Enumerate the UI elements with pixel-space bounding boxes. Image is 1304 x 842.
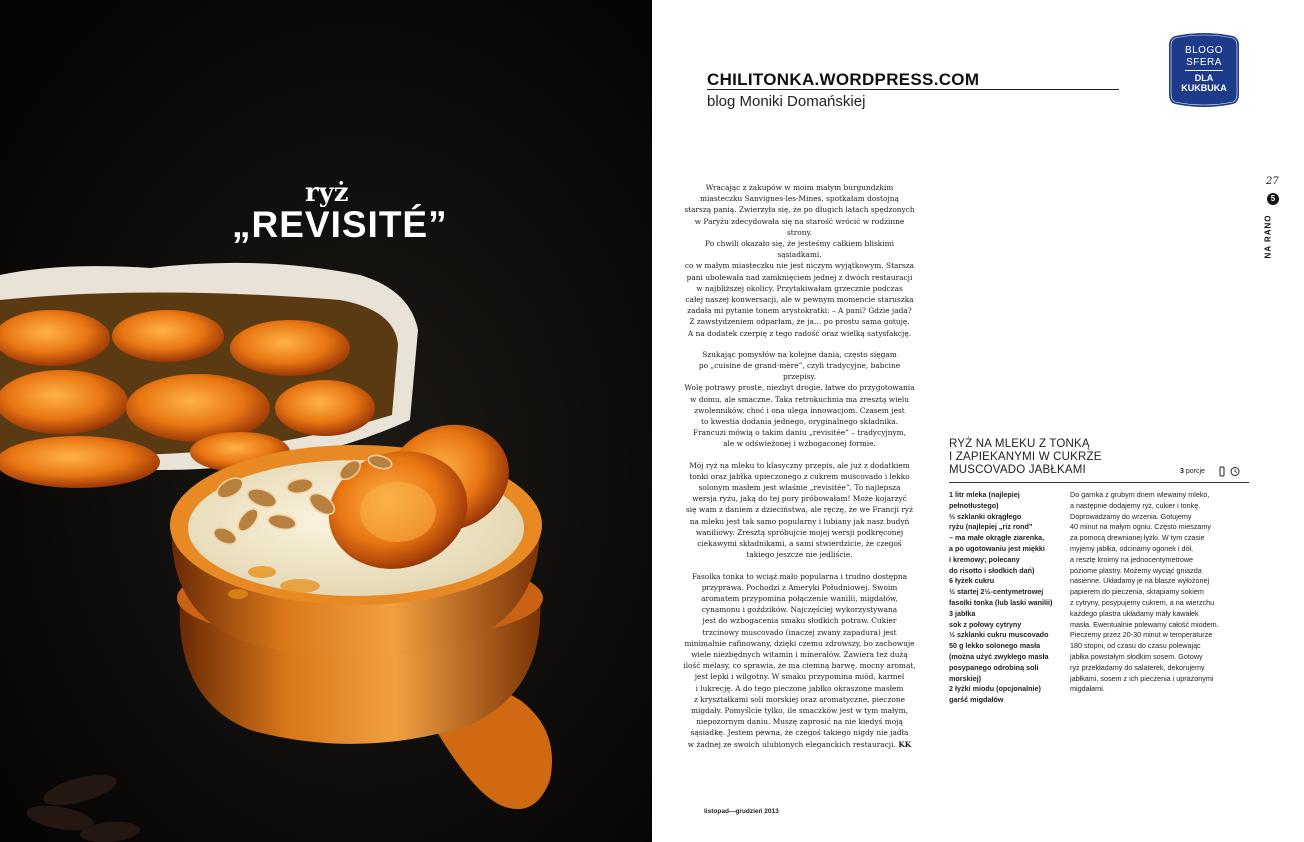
article-line: niepozornym daniu. Muszę zaprosić na nie kiedyś moją [696,717,903,727]
article-line: zwolenników, choć i ona ulega innowacjom. Czasem jest [694,405,905,415]
text-page [652,0,1304,842]
article-line: wiele niezbędnych witamin i minerałów. Zawiera też dużą [691,649,908,659]
article-line: się wam z daniem z dzieciństwa, ale ręczę, że we Francji ryż [685,505,913,515]
method-line: 40 minut na małym ogniu. Często mieszamy [1070,522,1212,532]
ingredient-line: sok z połowy cytryny [949,619,1022,629]
ingredient-line: ½ szklanki cukru muscovado [949,630,1049,640]
article-paragraph-1 [682,182,917,339]
method-line: a następnie dodajemy ryż, cukier i tonkę. [1070,500,1201,510]
article-paragraph-2 [682,349,917,450]
ingredient-line: i kremowy; polecany [949,554,1020,564]
recipe-rule [949,482,1249,483]
method-line: za pomocą drewnianej łyżki. W tym czasie [1070,533,1205,543]
ingredients-list [949,490,1059,706]
article-line: jest do wzbogacenia smaku słodkich potraw. Cukier [702,616,897,626]
article-line: sąsiadkę. Jestem pewna, że czegoś takiego nigdy nie jadła [690,728,909,738]
method-line: ryż przekładamy do salaterek, dekorujemy [1070,662,1205,672]
method-line: każdego plastra układamy mały kawałek [1070,608,1199,618]
method-line: z cytryny, posypujemy cukrem, a na wierzchu [1070,597,1215,607]
article-line: na mleku jest tak samo popularny i lubiany jak nasz budyń [689,516,910,526]
badge-line-3: DLA [1194,73,1214,83]
article-line: Wracając z zakupów w moim małym burgundzkim [705,183,894,192]
article-line: Francuzi mówią o takim daniu „revisitée” – tradycyjnym, [692,428,906,438]
bottle-icon [1217,466,1227,477]
article-line: waniliowy. Zresztą spróbujcie mojej wersji podkręconej [695,527,904,537]
portions [1180,468,1205,475]
article-line: Po chwili okazało się, że jesteśmy całkiem bliskimi sąsiadkami, [705,239,894,260]
method-line: Doprowadzamy do wrzenia. Gotujemy [1070,511,1192,521]
header-rule [707,89,1119,90]
clock-icon [1230,466,1240,477]
method-text [1070,490,1255,695]
article-paragraph-4 [682,571,917,750]
section-label-text: NA RANO [1263,214,1273,259]
article-line: Z zawstydzeniem odparłam, że ja… po prostu sama gotuję. [689,317,910,327]
ingredient-line: 50 g lekko solonego masła [949,641,1041,651]
article-line: A na dodatek czerpię z tego radość oraz wielką satysfakcję. [687,328,912,338]
article-line: solonym masłem jest właśnie „revisitée”. To najlepsza [698,483,901,493]
method-line: papierem do pieczenia, skrapiamy sokiem [1070,587,1204,597]
method-line: poziome plastry. Możemy wyciąć gniazda [1070,565,1202,575]
article-line: w najbliższej okolicy. Przytakiwałam grzecznie podczas [696,283,903,293]
method-line: nasienne. Układamy je na blasze wyłożonej [1070,576,1210,586]
article-line: minimalnie rafinowany, dzięki czemu zdrowszy, bo zachowuje [684,638,915,648]
article-line: w żadnej ze swoich ulubionych eleganckich restauracji. [687,739,896,749]
method-line: Pieczemy przez 20-30 minut w temperaturze [1070,630,1213,640]
ingredient-line: fasolki tonka (lub laski wanilii) [949,597,1053,607]
ingredient-line: 3 jabłka [949,608,976,618]
blog-url: CHILITONKA.WORDPRESS.COM [707,70,980,89]
method-line: masła. Ewentualnie polewamy całość miodem. [1070,619,1219,629]
article-line: trzcinowy muscovado (inaczej zwany zapadura) jest [702,627,897,637]
method-line: jabłka powstałym słodkim sosem. Gotowy [1070,651,1203,661]
article-line: z kryształkami soli morskiej oraz aromatyczne, pieczone [694,694,905,704]
ingredient-line: ⅔ szklanki okrągłego [949,511,1022,521]
method-line: 180 stopni, od czasu do czasu polewając [1070,641,1201,651]
article-line: tonki oraz jabłka upieczonego z cukrem muscovado i lekko [689,471,910,481]
article-line: takiego jeszcze nie jedliście. [746,550,853,560]
section-label [1258,214,1288,259]
portions-number: 3 [1180,468,1184,475]
badge-line-1: BLOGO [1184,45,1224,56]
article-line: pani ubolewała nad zamknięciem jednej z dwóch restauracji [686,272,913,282]
method-line: myjemy jabłka, odcinamy ogonek i dół, [1070,543,1194,553]
title-big: „REVISITÉ” [232,204,448,245]
title-small: ryż [305,178,349,208]
article-line: ilość melasy, co sprawia, że ma ciemną barwę, mocny aromat, [683,661,916,671]
method-line: migdałami. [1070,684,1105,694]
article-line: cynamonu i goździków. Najczęściej wykorzystywana [701,605,898,615]
ingredient-line: morskiej) [949,673,981,683]
ingredient-line: a po ugotowaniu jest miękki [949,543,1045,553]
article-line: w domu, ale smaczne. Taka retrokuchnia ma zresztą wielu [690,394,909,404]
ingredient-line: garść migdałów [949,695,1004,705]
ingredient-line: ½ startej 2½-centymetrowej [949,587,1044,597]
article-line: wersja ryżu, jaką do tej pory próbowałam! Może kojarzyć [692,494,907,504]
article-line: Wolę potrawy proste, niezbyt drogie, łatwe do przygotowania [684,383,915,393]
ingredient-line: 2 łyżki miodu (opcjonalnie) [949,684,1041,694]
article-line: aromatem przypomina połączenie wanilii, migdałów, [701,593,898,603]
method-line: a resztę kroimy na jednocentymetrowe [1070,554,1194,564]
recipe-title-line: RYŻ NA MLEKU Z TONKĄ [949,438,1090,450]
article-paragraph-3 [682,460,917,561]
article-line: po „cuisine de grand-mère”, czyli tradycyjne, babcine przepisy. [698,361,901,382]
article-line: jest lepki i wilgotny. W smaku przypomina miód, karmel [694,672,905,682]
portions-label: porcje [1185,468,1205,475]
recipe-title-line: I ZAPIEKANYMI W CUKRZE [949,451,1102,463]
ingredient-line: ryżu (najlepiej „riz rond” [949,522,1033,532]
article-line: miasteczku Sanvignes-les-Mines, spotkałam dostojną [700,194,899,204]
article-line: ciekawymi składnikami, a sami stwierdzicie, że czegoś [697,539,902,549]
issue-footer: listopad—grudzień 2013 [704,808,779,815]
ingredient-line: (można użyć zwykłego masła [949,651,1049,661]
recipe-title-line: MUSCOVADO JABŁKAMI [949,464,1086,476]
blogosfera-badge [1167,32,1241,108]
ingredient-line: 6 łyżek cukru [949,576,995,586]
article-line: ale w odświeżonej i wzbogaconej formie. [723,439,876,449]
article-line: zadała mi pytanie tonem arystokratki: – A pani? Gdzie jada? [687,306,912,316]
badge-line-4: KUKBUKA [1181,83,1227,93]
article-line: w Paryżu zdecydowała się na starość wrócić w rodzinne strony. [694,216,905,237]
article-line: i lukrecję. A do tego pieczone jabłko okraszone masłem [695,683,904,693]
page-number: 27 [1266,176,1279,187]
article-line: przyprawa. Pochodzi z Ameryki Południowej. Swoim [701,582,898,592]
article-line: migdały. Pomyślcie tylko, ile smaczków jest w tym małym, [691,705,908,715]
end-mark: KK [895,739,912,749]
badge-line-2: SFERA [1186,57,1222,68]
ingredient-line: posypanego odrobiną soli [949,662,1039,672]
method-line: Do garnka z grubym dnem wlewamy mleko, [1070,490,1210,499]
method-line: jabłkami, sosem z ich pieczenia i uprażonymi [1070,673,1214,683]
article-line: to kwestia dodania jednego, oryginalnego składnika. [700,417,899,427]
ingredient-line: 1 litr mleka (najlepiej [949,490,1020,499]
section-number-badge: 5 [1267,193,1279,205]
ingredient-line: do risotto i słodkich dań) [949,565,1035,575]
badge-divider [1185,70,1223,71]
ingredient-line: pełnotłustego) [949,500,999,510]
article-line: całej naszej konwersacji, ale w pewnym momencie staruszka [685,295,914,305]
article-line: starszą panią. Zwierzyła się, że po długich latach spędzonych [684,205,915,215]
article-text [682,182,917,760]
article-line: Mój ryż na mleku to klasyczny przepis, ale już z dodatkiem [689,460,910,470]
ingredient-line: – ma małe okrągłe ziarenka, [949,533,1045,543]
blog-author: blog Moniki Domańskiej [707,93,866,110]
article-line: Fasolka tonka to wciąż mało popularna i trudno dostępna [691,571,908,581]
article-line: co w małym miasteczku nie jest niczym wyjątkowym. Starsza [684,261,915,271]
article-line: Szukając pomysłów na kolejne dania, często sięgam [702,349,897,359]
